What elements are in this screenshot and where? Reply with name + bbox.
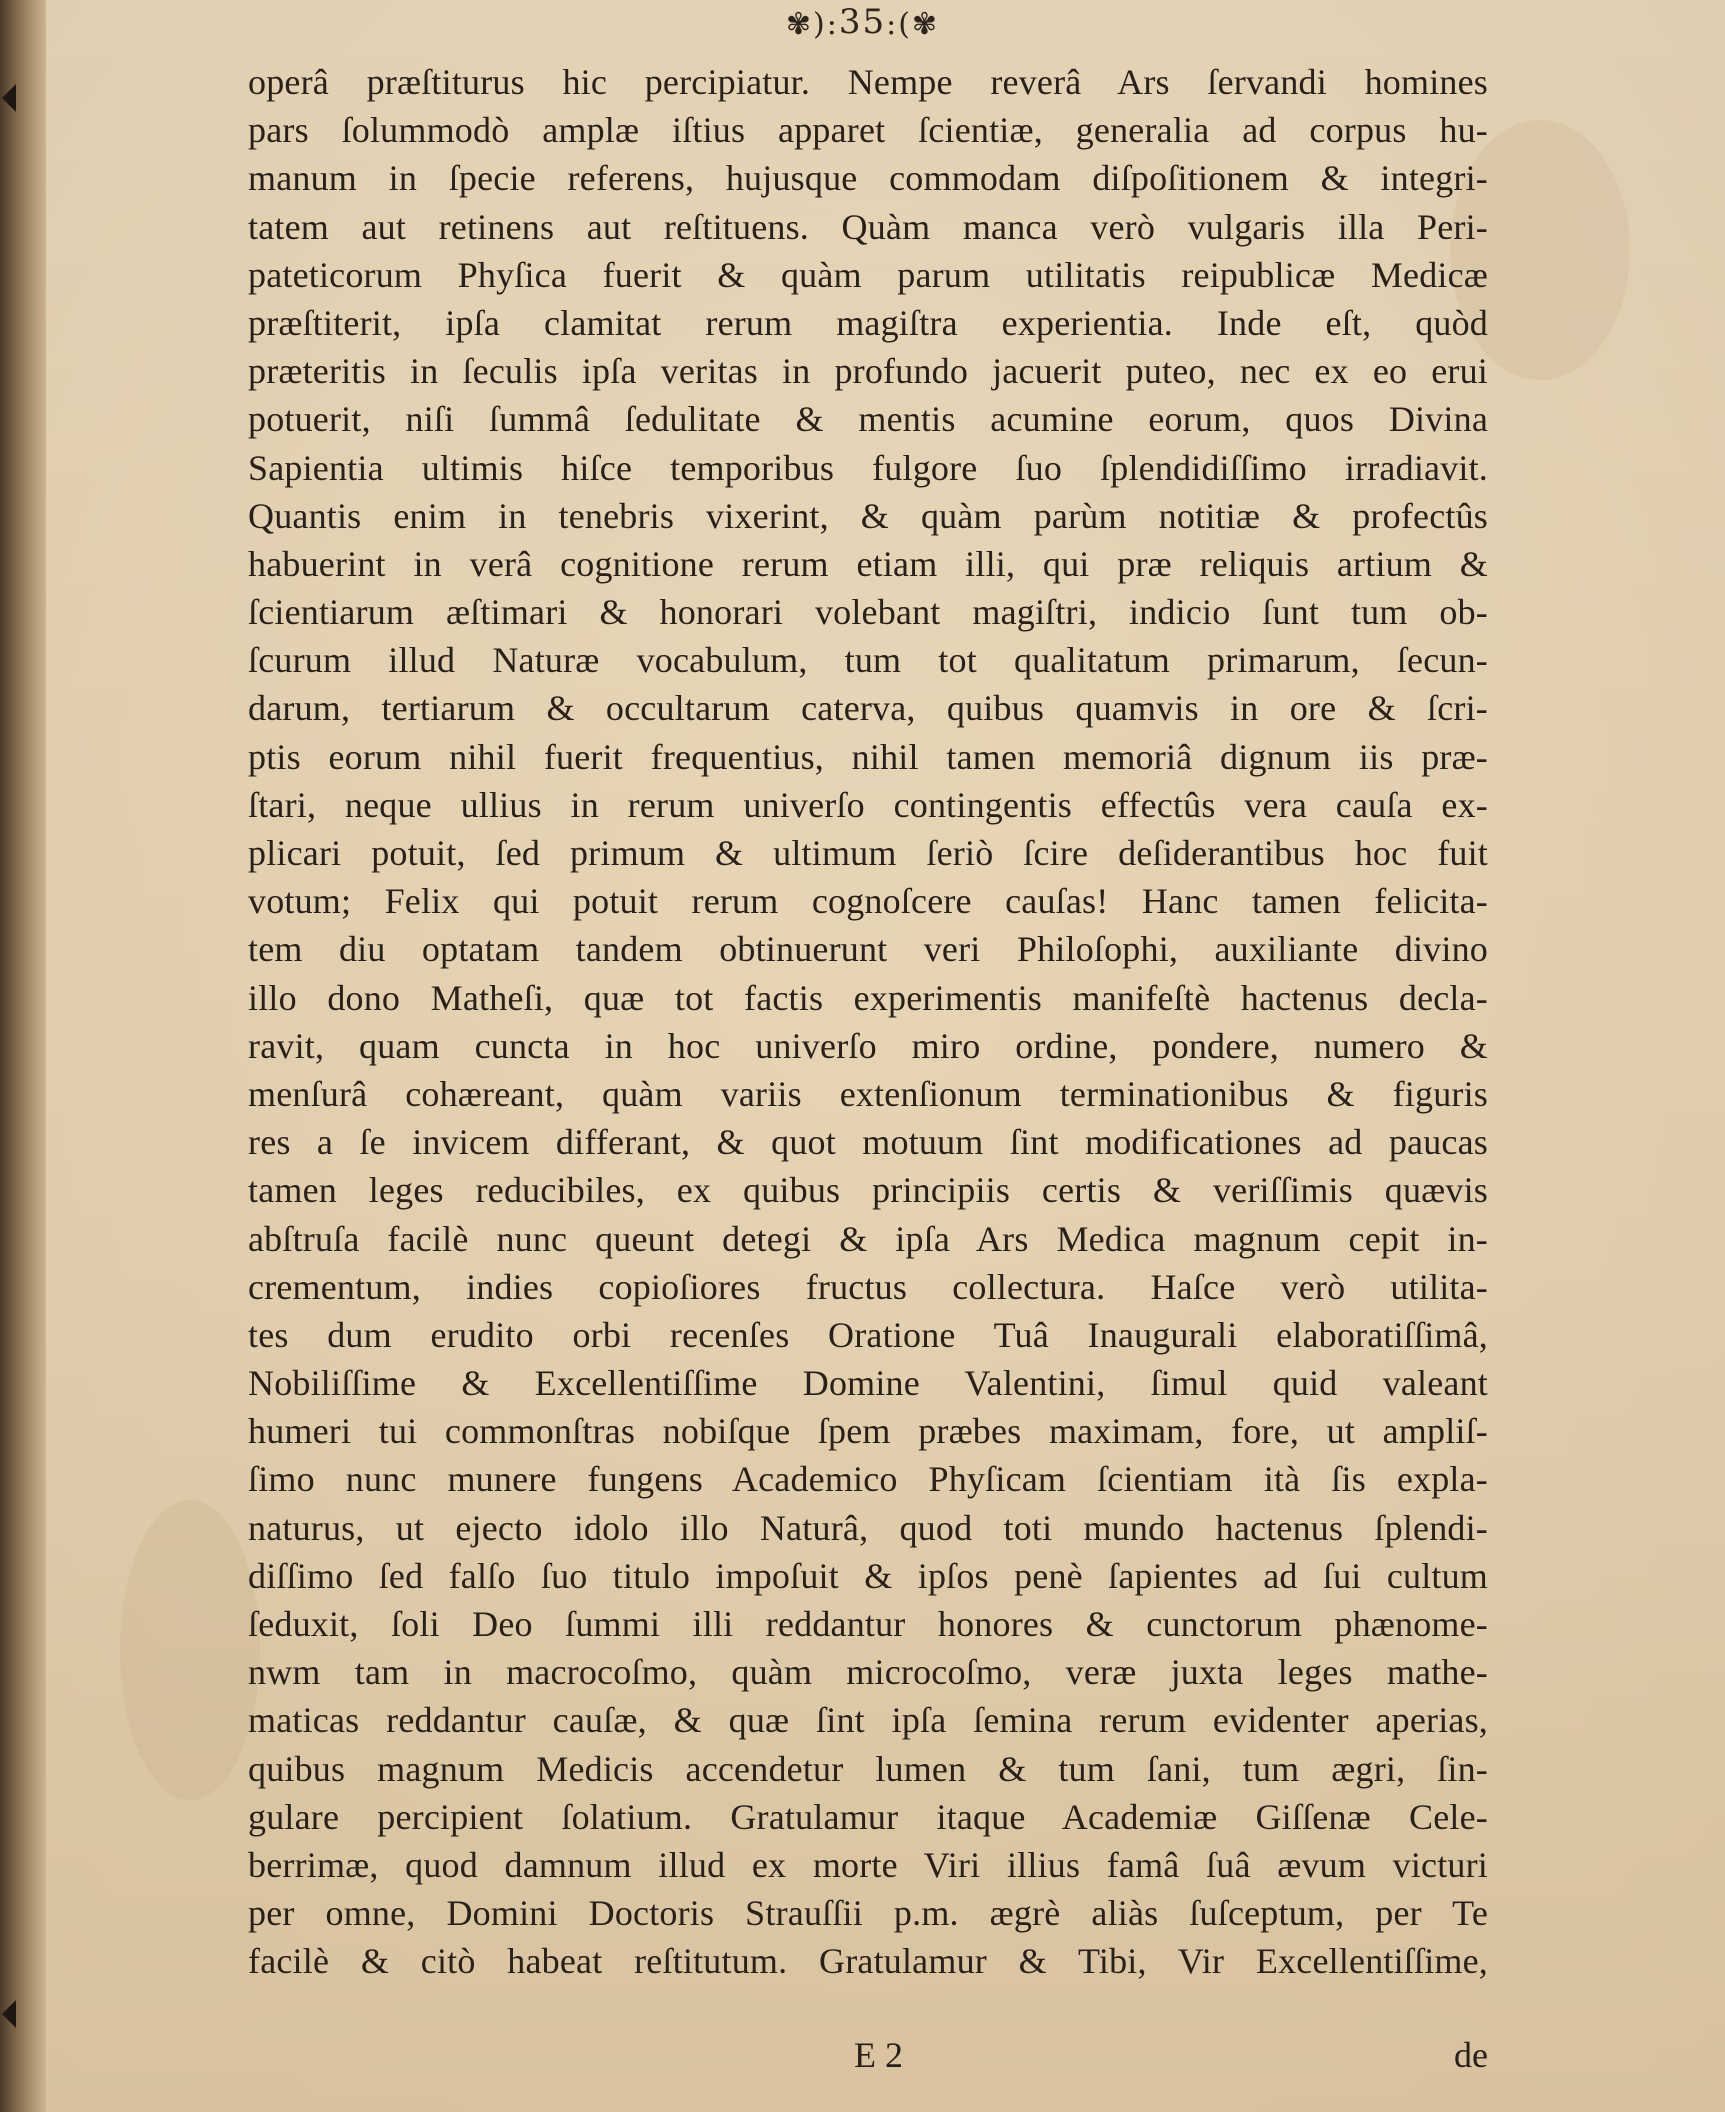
- text-line: ſcientiarum æſtimari & honorari volebant magiſtri, indicio ſunt tum ob-: [248, 592, 1488, 633]
- text-line: maticas reddantur cauſæ, & quæ ſint ipſa ſemina rerum evidenter aperias,: [248, 1700, 1488, 1741]
- text-line: tem diu optatam tandem obtinuerunt veri Philoſophi, auxiliante divino: [248, 929, 1488, 970]
- text-line: abſtruſa facilè nunc queunt detegi & ipſa Ars Medica magnum cepit in-: [248, 1218, 1488, 1259]
- text-line: Nobiliſſime & Excellentiſſime Domine Valentini, ſimul quid valeant: [248, 1363, 1488, 1404]
- text-line: ſeduxit, ſoli Deo ſummi illi reddantur honores & cunctorum phænome-: [248, 1604, 1488, 1644]
- text-line: ſcurum illud Naturæ vocabulum, tum tot qualitatum primarum, ſecun-: [248, 640, 1488, 681]
- text-line: humeri tui commonſtras nobiſque ſpem præbes maximam, fore, ut ampliſ-: [248, 1411, 1488, 1452]
- text-line: votum; Felix qui potuit rerum cognoſcere cauſas! Hanc tamen felicita-: [248, 881, 1488, 922]
- text-line: pars ſolummodò amplæ iſtius apparet ſcientiæ, generalia ad corpus hu-: [248, 110, 1488, 151]
- text-line: menſurâ cohæreant, quàm variis extenſionum terminationibus & figuris: [248, 1073, 1488, 1114]
- text-line: facilè & citò habeat reſtitutum. Gratulamur & Tibi, Vir Excellentiſſime,: [248, 1941, 1488, 1982]
- text-line: quibus magnum Medicis accendetur lumen & tum ſani, tum ægri, ſin-: [248, 1748, 1488, 1789]
- text-line: Quantis enim in tenebris vixerint, & quàm parùm notitiæ & profectûs: [248, 495, 1488, 536]
- page-header: [0, 2, 1725, 42]
- text-line: naturus, ut ejecto idolo illo Naturâ, quod toti mundo hactenus ſplendi-: [248, 1507, 1488, 1548]
- text-line: ravit, quam cuncta in hoc univerſo miro ordine, pondere, numero &: [248, 1025, 1488, 1066]
- body-text: [248, 58, 1488, 1986]
- text-line: Sapientia ultimis hiſce temporibus fulgore ſuo ſplendidiſſimo irradiavit.: [248, 447, 1488, 488]
- text-line: ſtari, neque ullius in rerum univerſo contingentis effectûs vera cauſa ex-: [248, 784, 1488, 825]
- catchword: de: [1454, 2035, 1488, 2075]
- text-line: per omne, Domini Doctoris Strauſſii p.m. ægrè aliàs ſuſceptum, per Te: [248, 1893, 1488, 1934]
- text-line: plicari potuit, ſed primum & ultimum ſeriò ſcire deſiderantibus hoc fuit: [248, 833, 1488, 873]
- text-line: ſimo nunc munere fungens Academico Phyſicam ſcientiam ità ſis expla-: [248, 1459, 1488, 1500]
- text-line: crementum, indies copioſiores fructus collectura. Haſce verò utilita-: [248, 1266, 1488, 1307]
- signature-mark: E 2: [854, 2035, 903, 2075]
- text-line: tes dum erudito orbi recenſes Oratione Tuâ Inaugurali elaboratiſſimâ,: [248, 1314, 1488, 1355]
- text-line: tatem aut retinens aut reſtituens. Quàm manca verò vulgaris illa Peri-: [248, 206, 1488, 247]
- text-line: berrimæ, quod damnum illud ex morte Viri illius famâ ſuâ ævum victuri: [248, 1844, 1488, 1885]
- text-line: potuerit, niſi ſummâ ſedulitate & mentis acumine eorum, quos Divina: [248, 399, 1488, 440]
- right-ornament-icon: :(✾: [886, 6, 940, 42]
- text-line: pateticorum Phyſica fuerit & quàm parum utilitatis reipublicæ Medicæ: [248, 254, 1488, 295]
- book-gutter: [0, 0, 46, 2112]
- page-footer: [248, 2030, 1488, 2086]
- text-line: ptis eorum nihil fuerit frequentius, nihil tamen memoriâ dignum iis præ-: [248, 736, 1488, 777]
- text-line: operâ præſtiturus hic percipiatur. Nempe reverâ Ars ſervandi homines: [248, 62, 1488, 102]
- gutter-tab-icon: [2, 84, 16, 112]
- text-line: illo dono Matheſi, quæ tot factis experimentis manifeſtè hactenus decla-: [248, 977, 1488, 1018]
- text-line: habuerint in verâ cognitione rerum etiam illi, qui præ reliquis artium &: [248, 543, 1488, 584]
- text-line: tamen leges reducibiles, ex quibus principiis certis & veriſſimis quævis: [248, 1170, 1488, 1211]
- text-line: præteritis in ſeculis ipſa veritas in profundo jacuerit puteo, nec ex eo erui: [248, 351, 1488, 392]
- text-line: res a ſe invicem differant, & quot motuum ſint modificationes ad paucas: [248, 1122, 1488, 1163]
- gutter-tab-icon: [2, 2000, 16, 2028]
- paper-stain: [120, 1500, 260, 1800]
- text-line: gulare percipient ſolatium. Gratulamur itaque Academiæ Giſſenæ Cele-: [248, 1796, 1488, 1837]
- page-number: 35: [838, 2, 887, 42]
- text-line: diſſimo ſed falſo ſuo titulo impoſuit & ipſos penè ſapientes ad ſui cultum: [248, 1555, 1488, 1596]
- text-line: nwm tam in macrocoſmo, quàm microcoſmo, veræ juxta leges mathe-: [248, 1652, 1488, 1693]
- text-line: darum, tertiarum & occultarum caterva, quibus quamvis in ore & ſcri-: [248, 688, 1488, 729]
- left-ornament-icon: ✾):: [785, 6, 839, 42]
- text-line: manum in ſpecie referens, hujusque commodam diſpoſitionem & integri-: [248, 158, 1488, 199]
- text-line: præſtiterit, ipſa clamitat rerum magiſtra experientia. Inde eſt, quòd: [248, 302, 1488, 343]
